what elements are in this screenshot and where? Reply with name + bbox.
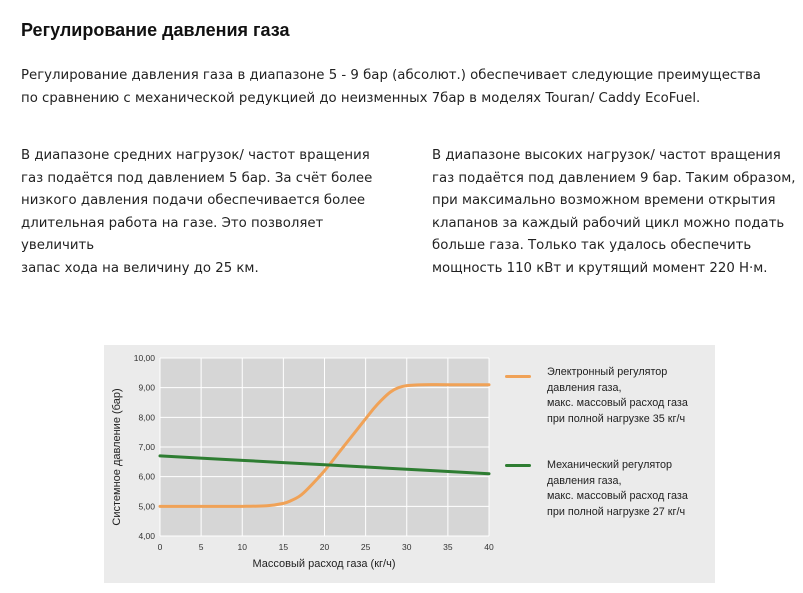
x-tick-label: 40 xyxy=(484,542,494,552)
y-tick-label: 6,00 xyxy=(138,471,155,482)
right-column-text: В диапазоне высоких нагрузок/ частот вращения газ подаётся под давлением 9 бар. Таким образом, при максимально возможном времени открытия клапанов за каждый рабочий цикл можно подать больше газа. Только так удалось обеспечить мощность 110 кВт и крутящий момент 220 Н·м. xyxy=(432,148,796,276)
y-tick-label: 7,00 xyxy=(138,442,155,452)
page-title: Регулирование давления газа xyxy=(21,20,290,40)
x-tick-label: 30 xyxy=(402,542,412,552)
y-axis-label: Системное давление (бар) xyxy=(111,388,123,526)
x-tick-label: 35 xyxy=(443,542,453,552)
y-tick-label: 5,00 xyxy=(138,501,155,512)
x-tick-label: 5 xyxy=(198,542,204,552)
legend-label-electronic: Электронный регулятор давления газа, макс. массовый расход газа при полной нагрузке 35 кг/ч xyxy=(547,366,688,425)
y-tick-label: 4,00 xyxy=(138,531,155,541)
intro-paragraph: Регулирование давления газа в диапазоне 5 - 9 бар (абсолют.) обеспечивает следующие преимущества по сравнению с механической редукцией до неизменных 7бар в моделях Touran/ Caddy EcoFuel. xyxy=(21,68,761,106)
legend-swatch-mechanical xyxy=(505,464,531,467)
x-tick-label: 15 xyxy=(278,542,289,552)
chart-panel xyxy=(104,345,715,583)
y-tick-label: 9,00 xyxy=(138,382,155,393)
x-tick-label: 25 xyxy=(360,542,371,552)
y-tick-label: 8,00 xyxy=(138,412,155,423)
left-column-text: В диапазоне средних нагрузок/ частот вращения газ подаётся под давлением 5 бар. За счёт более низкого давления подачи обеспечивается более длительная работа на газе. Это позволяет увеличить запас хода на величину до 25 км. xyxy=(21,148,373,276)
legend-swatch-electronic xyxy=(505,375,531,378)
x-tick-label: 10 xyxy=(237,542,247,552)
x-axis-label: Массовый расход газа (кг/ч) xyxy=(252,558,396,570)
y-tick-label: 10,00 xyxy=(133,353,155,363)
x-tick-label: 20 xyxy=(319,542,330,552)
x-tick-label: 0 xyxy=(157,542,163,552)
legend-label-mechanical: Механический регулятор давления газа, макс. массовый расход газа при полной нагрузке 27 кг/ч xyxy=(547,459,688,518)
